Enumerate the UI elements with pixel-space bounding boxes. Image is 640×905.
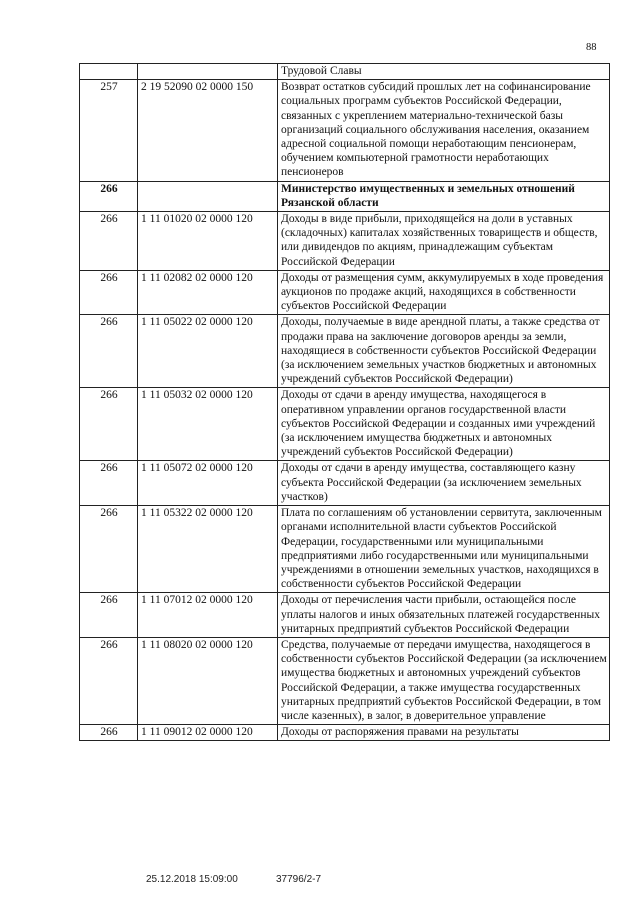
table-row — [80, 64, 610, 80]
budget-code-cell — [138, 181, 278, 211]
description-cell: Плата по соглашениям об установлении сервитута, заключенным органами исполнительной власти субъектов Российской Федерации, государственными или муниципальными предприятиями либо государственными или муниципальными учреждениями в отношении земельных участков, находящихся в собственности субъектов Российской Федерации — [278, 506, 610, 593]
description-cell: Доходы от размещения сумм, аккумулируемых в ходе проведения аукционов по продаже акций, находящихся в собственности субъектов Российской Федерации — [278, 270, 610, 315]
admin-code-cell: 266 — [80, 725, 138, 741]
ministry-name-cell: Министерство имущественных и земельных отношений Рязанской области — [278, 181, 610, 211]
description-cell: Трудовой Славы — [278, 64, 610, 80]
footer-document-id: 37796/2-7 — [276, 874, 322, 885]
table-row — [80, 270, 610, 315]
description-cell: Доходы от сдачи в аренду имущества, находящегося в оперативном управлении органов государственной власти субъектов Российской Федерации и созданных ими учреждений (за исключением имущества бюджетных и автономных учреждений субъектов Российской Федерации) — [278, 388, 610, 461]
table-row — [80, 212, 610, 271]
description-cell: Возврат остатков субсидий прошлых лет на софинансирование социальных программ субъектов Российской Федерации, связанных с укреплением материально-технической базы организаций социального обслуживания населения, оказанием адресной социальной помощи неработающим пенсионерам, обучением компьютерной грамотности неработающих пенсионеров — [278, 80, 610, 181]
table-row — [80, 388, 610, 461]
description-cell: Доходы в виде прибыли, приходящейся на доли в уставных (складочных) капиталах хозяйственных товариществ и обществ, или дивидендов по акциям, принадлежащим субъектам Российской Федерации — [278, 212, 610, 271]
table-row — [80, 80, 610, 181]
description-cell: Доходы от сдачи в аренду имущества, составляющего казну субъекта Российской Федерации (за исключением земельных участков) — [278, 461, 610, 506]
admin-code-cell: 266 — [80, 593, 138, 638]
admin-code-cell: 266 — [80, 461, 138, 506]
admin-code-cell: 266 — [80, 506, 138, 593]
table-row — [80, 637, 610, 724]
admin-code-cell: 266 — [80, 388, 138, 461]
description-cell: Доходы от перечисления части прибыли, остающейся после уплаты налогов и иных обязательных платежей государственных унитарных предприятий субъектов Российской Федерации — [278, 593, 610, 638]
description-cell: Средства, получаемые от передачи имущества, находящегося в собственности субъектов Российской Федерации (за исключением имущества бюджетных и автономных учреждений субъектов Российской Федерации, а также имущества государственных унитарных предприятий субъектов Российской Федерации, в том числе казенных), в залог, в доверительное управление — [278, 637, 610, 724]
table-row — [80, 725, 610, 741]
budget-code-cell: 1 11 05072 02 0000 120 — [138, 461, 278, 506]
budget-code-cell: 1 11 05322 02 0000 120 — [138, 506, 278, 593]
budget-code-cell: 1 11 08020 02 0000 120 — [138, 637, 278, 724]
admin-code-cell: 266 — [80, 181, 138, 211]
table-row — [80, 593, 610, 638]
budget-code-cell: 1 11 02082 02 0000 120 — [138, 270, 278, 315]
table-row — [80, 506, 610, 593]
footer-timestamp: 25.12.2018 15:09:00 — [146, 874, 238, 885]
budget-code-cell: 2 19 52090 02 0000 150 — [138, 80, 278, 181]
budget-code-cell: 1 11 01020 02 0000 120 — [138, 212, 278, 271]
admin-code-cell: 266 — [80, 212, 138, 271]
admin-code-cell: 257 — [80, 80, 138, 181]
budget-code-cell: 1 11 09012 02 0000 120 — [138, 725, 278, 741]
table-row — [80, 315, 610, 388]
admin-code-cell: 266 — [80, 270, 138, 315]
budget-code-cell: 1 11 07012 02 0000 120 — [138, 593, 278, 638]
revenue-classification-table — [79, 63, 610, 741]
page-number: 88 — [586, 42, 597, 53]
budget-code-cell — [138, 64, 278, 80]
ministry-heading-row — [80, 181, 610, 211]
budget-code-cell: 1 11 05022 02 0000 120 — [138, 315, 278, 388]
admin-code-cell: 266 — [80, 637, 138, 724]
table-row — [80, 461, 610, 506]
admin-code-cell — [80, 64, 138, 80]
budget-code-cell: 1 11 05032 02 0000 120 — [138, 388, 278, 461]
description-cell: Доходы, получаемые в виде арендной платы, а также средства от продажи права на заключение договоров аренды за земли, находящиеся в собственности субъектов Российской Федерации (за исключением земельных участков бюджетных и автономных учреждений субъектов Российской Федерации) — [278, 315, 610, 388]
description-cell: Доходы от распоряжения правами на результаты — [278, 725, 610, 741]
admin-code-cell: 266 — [80, 315, 138, 388]
